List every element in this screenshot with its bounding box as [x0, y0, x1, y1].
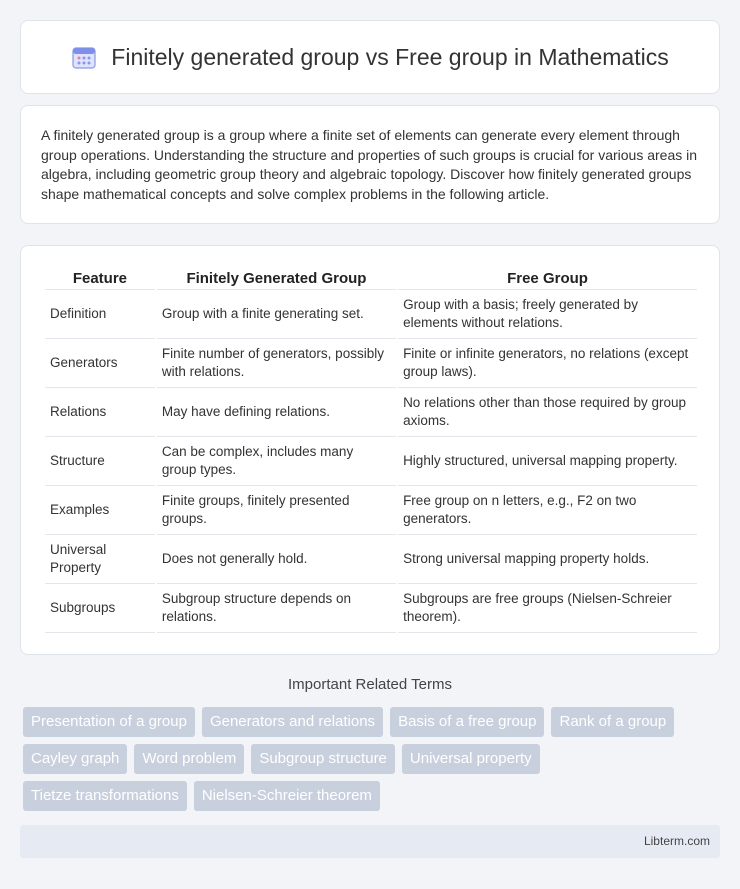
header-finitely-generated: Finitely Generated Group [157, 264, 396, 290]
footer-brand-link[interactable]: Libterm.com [643, 834, 710, 848]
tag-subgroup-structure[interactable]: Subgroup structure [251, 744, 395, 774]
free-group-cell: No relations other than those required by group axioms. [398, 388, 697, 437]
feature-cell: Relations [45, 388, 155, 437]
table-row [45, 339, 697, 388]
table-row [45, 388, 697, 437]
tag-nielsen-schreier-theorem[interactable]: Nielsen-Schreier theorem [194, 781, 380, 811]
tag-rank-of-a-group[interactable]: Rank of a group [551, 707, 674, 737]
intro-card [20, 105, 720, 224]
finitely-generated-cell: May have defining relations. [157, 388, 396, 437]
feature-cell: Examples [45, 486, 155, 535]
table-row [45, 437, 697, 486]
table-row [45, 486, 697, 535]
feature-cell: Structure [45, 437, 155, 486]
table-row [45, 290, 697, 339]
tag-universal-property[interactable]: Universal property [402, 744, 540, 774]
tag-presentation-of-a-group[interactable]: Presentation of a group [23, 707, 195, 737]
free-group-cell: Finite or infinite generators, no relations (except group laws). [398, 339, 697, 388]
free-group-cell: Group with a basis; freely generated by elements without relations. [398, 290, 697, 339]
tag-row [23, 707, 723, 737]
feature-cell: Subgroups [45, 584, 155, 633]
header-feature: Feature [45, 264, 155, 290]
intro-paragraph: A finitely generated group is a group where a finite set of elements can generate every element through group operations. Understanding the structure and properties of such groups is crucial for various areas in algebra, including geometric group theory and algebraic topology. Discover how finitely generated groups shape mathematical concepts and solve complex problems in the following article. [41, 127, 698, 202]
tag-row [23, 781, 723, 811]
finitely-generated-cell: Group with a finite generating set. [157, 290, 396, 339]
feature-cell: Universal Property [45, 535, 155, 584]
related-terms-title: Important Related Terms [288, 676, 452, 693]
free-group-cell: Strong universal mapping property holds. [398, 535, 697, 584]
tag-cayley-graph[interactable]: Cayley graph [23, 744, 127, 774]
related-terms [23, 707, 723, 818]
free-group-cell: Highly structured, universal mapping property. [398, 437, 697, 486]
finitely-generated-cell: Finite groups, finitely presented groups. [157, 486, 396, 535]
tag-generators-and-relations[interactable]: Generators and relations [202, 707, 383, 737]
tag-tietze-transformations[interactable]: Tietze transformations [23, 781, 187, 811]
free-group-cell: Subgroups are free groups (Nielsen-Schreier theorem). [398, 584, 697, 633]
table-header-row [45, 264, 697, 290]
comparison-table [43, 264, 699, 633]
feature-cell: Definition [45, 290, 155, 339]
tag-row [23, 744, 723, 774]
table-row [45, 584, 697, 633]
finitely-generated-cell: Does not generally hold. [157, 535, 396, 584]
calendar-grid-icon [71, 44, 97, 70]
footer [20, 825, 720, 858]
comparison-card [20, 245, 720, 655]
finitely-generated-cell: Finite number of generators, possibly with relations. [157, 339, 396, 388]
title-card [20, 20, 720, 94]
header-free-group: Free Group [398, 264, 697, 290]
tag-word-problem[interactable]: Word problem [134, 744, 244, 774]
table-row [45, 535, 697, 584]
free-group-cell: Free group on n letters, e.g., F2 on two generators. [398, 486, 697, 535]
finitely-generated-cell: Subgroup structure depends on relations. [157, 584, 396, 633]
feature-cell: Generators [45, 339, 155, 388]
finitely-generated-cell: Can be complex, includes many group types. [157, 437, 396, 486]
page-title: Finitely generated group vs Free group in Mathematics [111, 43, 669, 70]
tag-basis-of-a-free-group[interactable]: Basis of a free group [390, 707, 544, 737]
